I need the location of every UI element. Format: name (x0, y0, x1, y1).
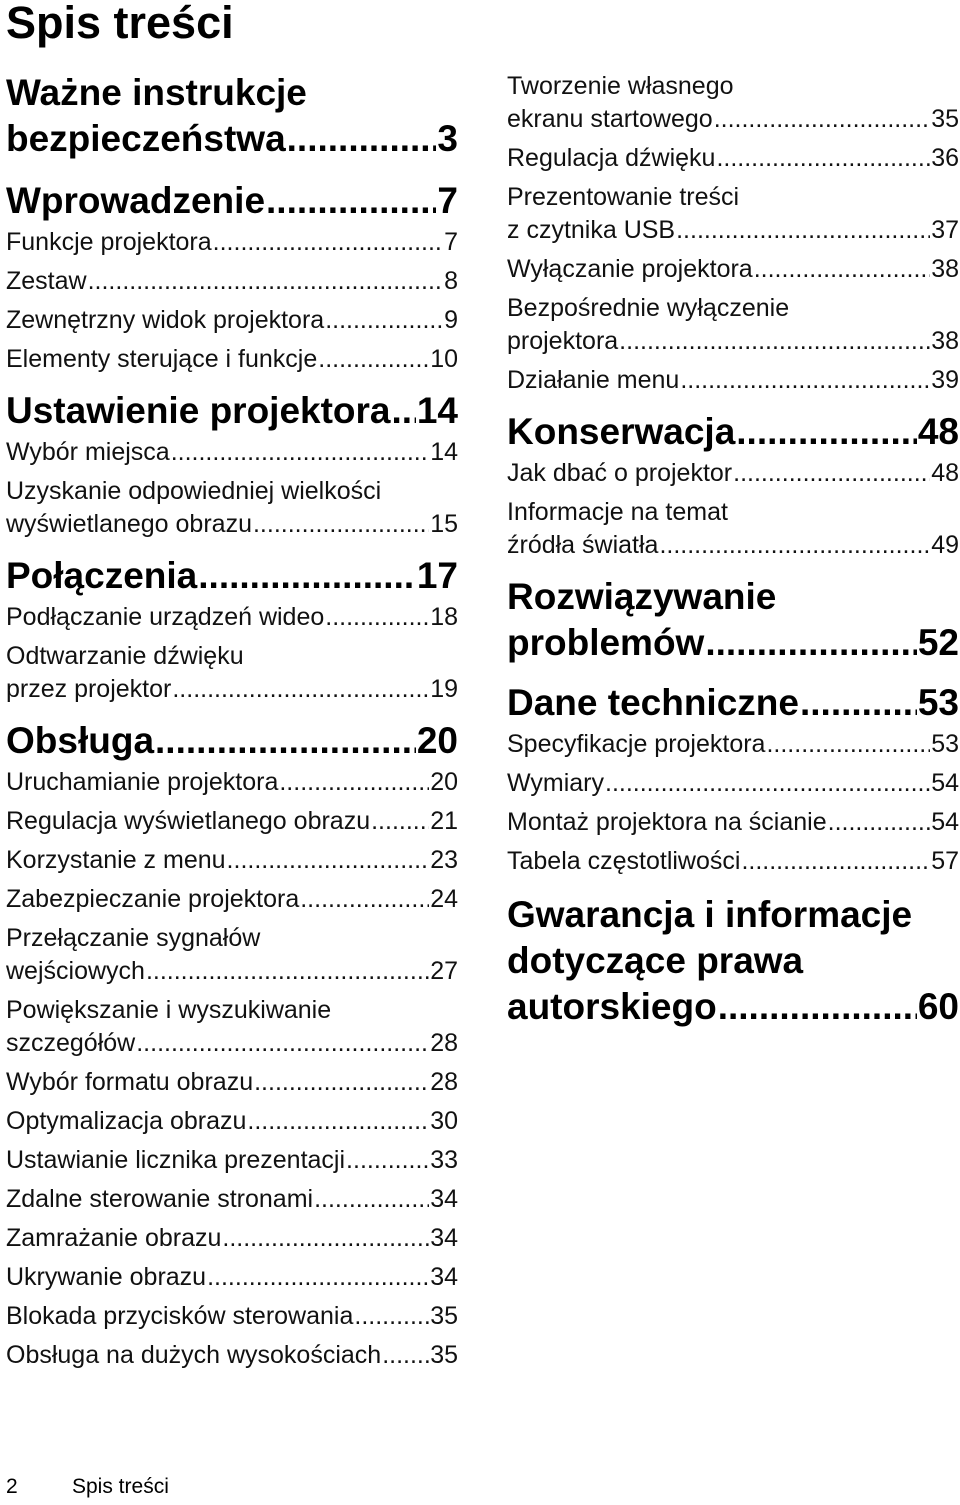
toc-entry-label: wyświetlanego obrazu (6, 510, 252, 538)
toc-entry-label: Rozwiązywanie (507, 576, 777, 617)
toc-page-number: 10 (430, 345, 458, 373)
toc-dot-leader (198, 553, 416, 599)
page-title: Spis treści (6, 0, 234, 48)
toc-page-number: 53 (931, 730, 959, 758)
toc-section-entry[interactable] (6, 1339, 458, 1372)
toc-dot-leader (314, 1183, 429, 1216)
toc-page-number: 3 (437, 118, 458, 159)
toc-entry-label: Montaż projektora na ścianie (507, 808, 827, 836)
toc-page-number: 33 (430, 1146, 458, 1174)
toc-entry-label: Korzystanie z menu (6, 846, 226, 874)
toc-dot-leader (254, 1066, 429, 1099)
toc-chapter-entry[interactable] (507, 409, 959, 455)
toc-entry-label: Wybór formatu obrazu (6, 1068, 254, 1096)
toc-entry-label: Zewnętrzny widok projektora (6, 306, 325, 334)
toc-section-entry[interactable] (6, 844, 458, 877)
toc-entry-label: Gwarancja i informacje (507, 894, 913, 935)
toc-dot-leader (676, 214, 930, 247)
toc-entry-label: Wymiary (507, 769, 604, 797)
toc-section-entry[interactable] (6, 436, 458, 469)
toc-dot-leader (354, 1300, 429, 1333)
toc-entry-label: bezpieczeństwa (6, 118, 286, 159)
toc-chapter-entry[interactable] (507, 574, 959, 666)
toc-entry-label: Ustawianie licznika prezentacji (6, 1146, 346, 1174)
toc-section-entry[interactable] (6, 475, 458, 541)
toc-page-number: 54 (931, 808, 959, 836)
toc-page-number: 35 (430, 1341, 458, 1369)
toc-page-number: 20 (416, 720, 458, 761)
toc-section-entry[interactable] (507, 767, 959, 800)
toc-section-entry[interactable] (507, 142, 959, 175)
toc-section-entry[interactable] (6, 304, 458, 337)
page-footer (6, 1474, 169, 1500)
toc-section-entry[interactable] (507, 181, 959, 247)
toc-page-number: 36 (931, 144, 959, 172)
toc-entry-label: Zdalne sterowanie stronami (6, 1185, 314, 1213)
toc-section-entry[interactable] (6, 265, 458, 298)
toc-dot-leader (754, 253, 930, 286)
toc-dot-leader (714, 103, 931, 136)
toc-dot-leader (800, 680, 917, 726)
toc-entry-label: Działanie menu (507, 366, 680, 394)
toc-entry-label: Tworzenie własnego (507, 72, 734, 100)
toc-section-entry[interactable] (6, 994, 458, 1060)
toc-dot-leader (300, 883, 429, 916)
toc-section-entry[interactable] (6, 922, 458, 988)
toc-dot-leader (325, 601, 429, 634)
toc-section-entry[interactable] (6, 640, 458, 706)
toc-entry-label: szczegółów (6, 1029, 136, 1057)
toc-entry-label: Przełączanie sygnałów (6, 924, 261, 952)
toc-entry-label: Regulacja dźwięku (507, 144, 716, 172)
toc-page-number: 52 (917, 622, 959, 663)
toc-dot-leader (222, 1222, 429, 1255)
toc-chapter-entry[interactable] (6, 388, 458, 434)
toc-chapter-entry[interactable] (507, 892, 959, 1030)
toc-entry-label: Dane techniczne (507, 682, 799, 723)
toc-section-entry[interactable] (6, 226, 458, 259)
toc-column-right (507, 70, 959, 1030)
toc-dot-leader (382, 1339, 429, 1372)
toc-entry-label: Podłączanie urządzeń wideo (6, 603, 325, 631)
toc-dot-leader (733, 457, 930, 490)
toc-entry-label: Powiększanie i wyszukiwanie (6, 996, 332, 1024)
toc-dot-leader (318, 343, 429, 376)
toc-entry-label: Blokada przycisków sterowania (6, 1302, 354, 1330)
toc-chapter-entry[interactable] (6, 70, 458, 162)
toc-entry-label: Połączenia (6, 555, 198, 596)
toc-page-number: 38 (931, 327, 959, 355)
toc-entry-label: Informacje na temat (507, 498, 728, 526)
toc-dot-leader (207, 1261, 429, 1294)
toc-entry-label: Wprowadzenie (6, 180, 266, 221)
toc-section-entry[interactable] (6, 766, 458, 799)
toc-section-entry[interactable] (6, 805, 458, 838)
toc-page-number: 48 (917, 411, 959, 452)
toc-dot-leader (88, 265, 444, 298)
toc-entry-label: Ukrywanie obrazu (6, 1263, 207, 1291)
toc-dot-leader (227, 844, 430, 877)
toc-entry-label: ekranu startowego (507, 105, 713, 133)
toc-page-number: 35 (430, 1302, 458, 1330)
toc-section-entry[interactable] (507, 845, 959, 878)
toc-page-number: 37 (931, 216, 959, 244)
toc-page-number: 54 (931, 769, 959, 797)
toc-entry-label: projektora (507, 327, 619, 355)
toc-section-entry[interactable] (507, 364, 959, 397)
toc-page-number: 57 (931, 847, 959, 875)
toc-entry-label: Bezpośrednie wyłączenie (507, 294, 790, 322)
toc-entry-label: Obsługa (6, 720, 155, 761)
toc-chapter-entry[interactable] (6, 718, 458, 764)
toc-section-entry[interactable] (6, 1183, 458, 1216)
toc-section-entry[interactable] (6, 601, 458, 634)
toc-page-number: 30 (430, 1107, 458, 1135)
toc-dot-leader (213, 226, 443, 259)
toc-section-entry[interactable] (507, 457, 959, 490)
toc-entry-label: dotyczące prawa (507, 940, 804, 981)
toc-entry-label: z czytnika USB (507, 216, 676, 244)
toc-dot-leader (371, 805, 429, 838)
toc-dot-leader (766, 728, 930, 761)
toc-section-entry[interactable] (507, 292, 959, 358)
toc-page-number: 24 (430, 885, 458, 913)
toc-page-number: 34 (430, 1263, 458, 1291)
toc-page-number: 7 (437, 180, 458, 221)
footer-page-number: 2 (6, 1475, 18, 1498)
toc-entry-label: Optymalizacja obrazu (6, 1107, 247, 1135)
toc-entry-label: Regulacja wyświetlanego obrazu (6, 807, 371, 835)
toc-dot-leader (172, 673, 429, 706)
toc-dot-leader (247, 1105, 429, 1138)
toc-dot-leader (266, 178, 436, 224)
toc-page-number: 34 (430, 1224, 458, 1252)
toc-entry-label: przez projektor (6, 675, 172, 703)
toc-dot-leader (680, 364, 930, 397)
toc-section-entry[interactable] (507, 253, 959, 286)
toc-section-entry[interactable] (6, 883, 458, 916)
toc-dot-leader (346, 1144, 429, 1177)
toc-entry-label: wejściowych (6, 957, 145, 985)
toc-section-entry[interactable] (6, 1144, 458, 1177)
toc-page-number: 19 (430, 675, 458, 703)
toc-entry-label: problemów (507, 622, 705, 663)
toc-section-entry[interactable] (6, 343, 458, 376)
toc-section-entry[interactable] (6, 1066, 458, 1099)
toc-dot-leader (619, 325, 930, 358)
toc-page-number: 53 (917, 682, 959, 723)
toc-dot-leader (828, 806, 931, 839)
toc-dot-leader (136, 1027, 429, 1060)
toc-section-entry[interactable] (507, 728, 959, 761)
toc-dot-leader (155, 718, 416, 764)
toc-entry-label: Uruchamianie projektora (6, 768, 279, 796)
toc-page-number: 8 (444, 267, 458, 295)
toc-section-entry[interactable] (6, 1300, 458, 1333)
toc-entry-label: Prezentowanie treści (507, 183, 740, 211)
toc-entry-label: Obsługa na dużych wysokościach (6, 1341, 382, 1369)
toc-entry-label: Specyfikacje projektora (507, 730, 766, 758)
toc-dot-leader (705, 620, 917, 666)
toc-dot-leader (146, 955, 429, 988)
toc-entry-label: źródła światła (507, 531, 659, 559)
toc-dot-leader (253, 508, 429, 541)
toc-entry-label: Zabezpieczanie projektora (6, 885, 300, 913)
toc-page-number: 14 (430, 438, 458, 466)
toc-section-entry[interactable] (6, 1105, 458, 1138)
toc-page-number: 35 (931, 105, 959, 133)
toc-section-entry[interactable] (6, 1261, 458, 1294)
toc-entry-label: Uzyskanie odpowiedniej wielkości (6, 477, 382, 505)
toc-dot-leader (659, 529, 930, 562)
toc-dot-leader (279, 766, 429, 799)
toc-page-number: 7 (444, 228, 458, 256)
toc-entry-label: Ustawienie projektora (6, 390, 391, 431)
toc-entry-label: autorskiego (507, 986, 717, 1027)
toc-page-number: 14 (416, 390, 458, 431)
toc-dot-leader (171, 436, 429, 469)
toc-entry-label: Elementy sterujące i funkcje (6, 345, 318, 373)
toc-page-number: 9 (444, 306, 458, 334)
toc-page-number: 27 (430, 957, 458, 985)
toc-section-entry[interactable] (507, 496, 959, 562)
toc-section-entry[interactable] (507, 806, 959, 839)
toc-section-entry[interactable] (6, 1222, 458, 1255)
toc-dot-leader (392, 388, 416, 434)
toc-page-number: 28 (430, 1068, 458, 1096)
toc-dot-leader (605, 767, 930, 800)
toc-page-number: 60 (917, 986, 959, 1027)
toc-entry-label: Ważne instrukcje (6, 72, 307, 113)
toc-page-number: 18 (430, 603, 458, 631)
toc-page-number: 49 (931, 531, 959, 559)
toc-entry-label: Odtwarzanie dźwięku (6, 642, 244, 670)
toc-dot-leader (716, 142, 930, 175)
toc-dot-leader (736, 409, 917, 455)
toc-page-number: 23 (430, 846, 458, 874)
toc-entry-label: Wybór miejsca (6, 438, 170, 466)
toc-dot-leader (325, 304, 443, 337)
toc-column-left (6, 70, 458, 1372)
toc-page-number: 39 (931, 366, 959, 394)
toc-entry-label: Jak dbać o projektor (507, 459, 733, 487)
toc-entry-label: Wyłączanie projektora (507, 255, 753, 283)
footer-section-title: Spis treści (72, 1475, 169, 1498)
toc-page-number: 20 (430, 768, 458, 796)
toc-page-number: 17 (416, 555, 458, 596)
toc-chapter-entry[interactable] (6, 553, 458, 599)
toc-page-number: 15 (430, 510, 458, 538)
toc-entry-label: Zamrażanie obrazu (6, 1224, 222, 1252)
toc-chapter-entry[interactable] (6, 178, 458, 224)
toc-page-number: 28 (430, 1029, 458, 1057)
toc-page-number: 34 (430, 1185, 458, 1213)
toc-chapter-entry[interactable] (507, 680, 959, 726)
toc-section-entry[interactable] (507, 70, 959, 136)
toc-page-number: 48 (931, 459, 959, 487)
toc-dot-leader (718, 984, 917, 1030)
toc-dot-leader (741, 845, 930, 878)
toc-entry-label: Funkcje projektora (6, 228, 212, 256)
toc-dot-leader (287, 116, 437, 162)
toc-entry-label: Konserwacja (507, 411, 736, 452)
toc-page-number: 21 (430, 807, 458, 835)
toc-entry-label: Tabela częstotliwości (507, 847, 741, 875)
toc-entry-label: Zestaw (6, 267, 87, 295)
toc-page-number: 38 (931, 255, 959, 283)
